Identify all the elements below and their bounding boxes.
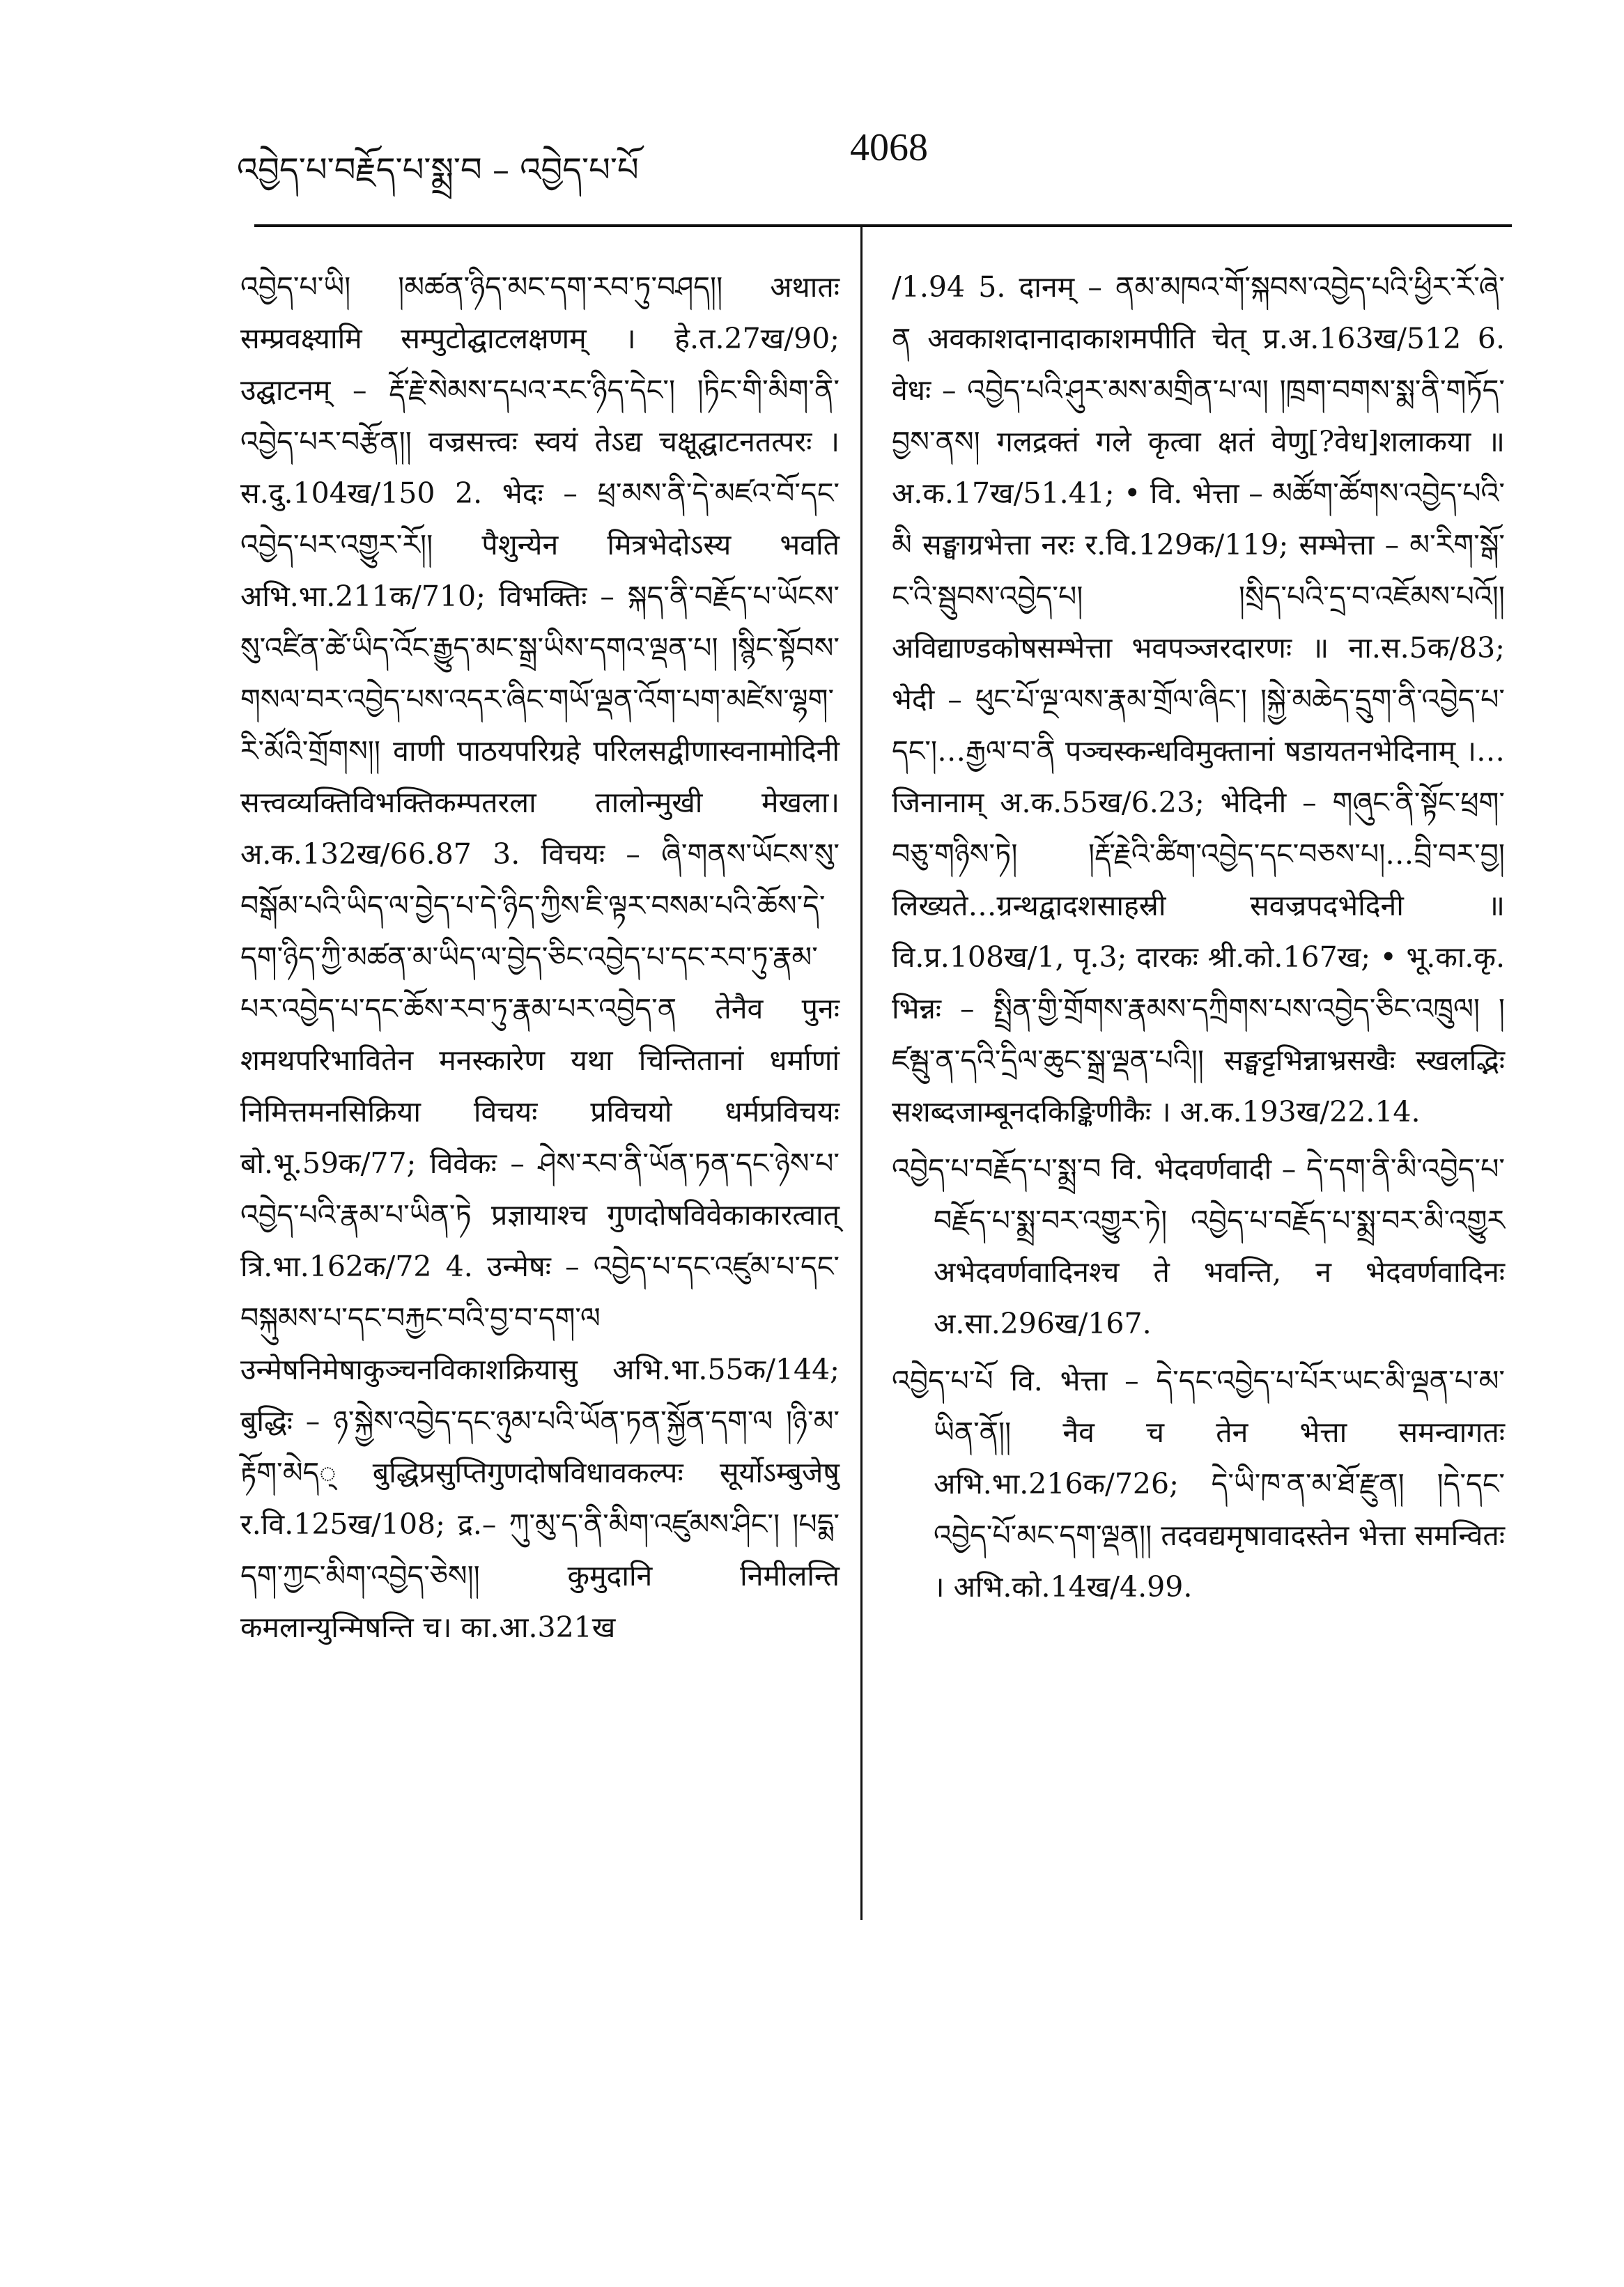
- right-column: [892, 261, 1505, 1613]
- entry-continuation: འབྱེད་པ་ཡི། །མཚན་ཉིད་མང་དག་རབ་ཏུ་བཤད།། अथातः सम्प्रवक्ष्यामि सम्पुटोद्घाटलक्षणम् । हे.त.27ख/90; उद्घाटनम् – རྡོ་རྗེ་སེམས་དཔའ་རང་ཉིད་དེང་། །ཏིང་གི་མིག་ནི་འབྱེད་པར་བརྩོན།། वज्रसत्त्वः स्वयं तेऽद्य चक्षूद्घाटनतत्परः । स.दु.104ख/150 2. भेदः – ཕྲ་མས་ནི་དེ་མཛའ་བོ་དང་འབྱེད་པར་འགྱུར་རོ།། पैशुन्येन मित्रभेदोऽस्य भवति अभि.भा.211क/710; विभक्तिः – སྐད་ནི་བརྗོད་པ་ཡོངས་སུ་འཛིན་ཚེ་ཡིད་འོང་རྒྱུད་མང་སྒྲ་ཡིས་དགའ་ལྡན་པ། །སྙིང་སྟོབས་གསལ་བར་འབྱེད་པས་འདར་ཞིང་གཡོ་ལྡན་འོག་པག་མཛེས་ལྷག་རི་མོའི་གྲོགས།། वाणी पाठयपरिग्रहे परिलसद्वीणास्वनामोदिनी सत्त्वव्यक्तिविभक्तिकम्पतरला तालोन्मुखी मेखला। अ.क.132ख/66.87 3. विचयः – ཞི་གནས་ཡོངས་སུ་བསྒོམ་པའི་ཡིད་ལ་བྱེད་པ་དེ་ཉིད་ཀྱིས་ཇི་ལྟར་བསམ་པའི་ཆོས་དེ་དག་ཉིད་ཀྱི་མཚན་མ་ཡིད་ལ་བྱེད་ཅིང་འབྱེད་པ་དང་རབ་ཏུ་རྣམ་པར་འབྱེད་པ་དང་ཆོས་རབ་ཏུ་རྣམ་པར་འབྱེད་ན तेनैव पुनः शमथपरिभावितेन मनस्कारेण यथा चिन्तितानां धर्माणां निमित्तमनसिक्रिया विचयः प्रविचयो धर्मप्रविचयः बो.भू.59क/77; विवेकः – ཤེས་རབ་ནི་ཡོན་ཏན་དང་ཉེས་པ་འབྱེད་པའི་རྣམ་པ་ཡིན་ཏེ प्रज्ञायाश्च गुणदोषविवेकाकारत्वात् त्रि.भा.162क/72 4. उन्मेषः – འབྱེད་པ་དང་འཛུམ་པ་དང་བསྐུམས་པ་དང་བརྐྱང་བའི་བྱ་བ་དག་ལ उन्मेषनिमेषाकुञ्चनविकाशक्रियासु अभि.भा.55क/144; बुद्धिः – ཉ་སྐྱེས་འབྱེད་དང་ཉུམ་པའི་ཡོན་ཏན་སྐྱོན་དག་ལ །ཉི་མ་རྟོག་མེད् बुद्धिप्रसुप्तिगुणदोषविधावकल्पः सूर्योऽम्बुजेषु र.वि.125ख/108; द्र.– ཀུ་མུ་ད་ནི་མིག་འཛུམས་ཤིང་། །པདྨ་དག་ཀྱང་མིག་འབྱེད་ཅེས།། कुमुदानि निमीलन्ति कमलान्युन्मिषन्ति च। का.आ.321ख: [240, 270, 840, 1644]
- column-divider: [860, 227, 863, 1920]
- entry-continuation: /1.94 5. दानम् – ནམ་མཁའ་གོ་སྐབས་འབྱེད་པའི་ཕྱིར་རོ་ཞེ་ན अवकाशदानादाकाशमपीति चेत् प्र.अ.163ख/512 6. वेधः – འབྱེད་པའི་ཤུར་མས་མགྲིན་པ་ལ། །ཁྲག་བགས་སྨ་ནི་གཏོད་བྱས་ནས། गलद्रक्तं गले कृत्वा क्षतं वेणु[?वेध]शलाकया ॥ अ.क.17ख/51.41; • वि. भेत्ता – མཚོག་ཚོགས་འབྱེད་པའི་མི सङ्घाग्रभेत्ता नरः र.वि.129क/119; सम्भेत्ता – མ་རིག་སྒོ་ང་འི་སྦུབས་འབྱེད་པ། །སྲིད་པའི་དྲ་བ་འཇོམས་པའོ།། अविद्याण्डकोषसम्भेत्ता भवपञ्जरदारणः ॥ ना.स.5क/83; भेदी – ཕུང་པོ་ལྔ་ལས་རྣམ་གྲོལ་ཞིང་། །སྐྱེ་མཆེད་དྲུག་ནི་འབྱེད་པ་དང་།…རྒྱལ་བ་ནི पञ्चस्कन्धविमुक्तानां षडायतनभेदिनाम् ।…जिनानाम् अ.क.55ख/6.23; भेदिनी – གཞུང་ནི་སྟོང་ཕྲག་བཅུ་གཉིས་ཏེ། །རྡོ་རྗེའི་ཚིག་འབྱེད་དང་བཅས་པ།…བྲི་བར་བྱ། लिख्यते…ग्रन्थद्वादशसाहस्री सवज्रपदभेदिनी ॥ वि.प्र.108ख/1, पृ.3; दारकः श्री.को.167ख; • भू.का.कृ. भिन्नः – སྤྲིན་གྱི་གྲོགས་རྣམས་དཀྲིགས་པས་འབྱེད་ཅིང་འཁྲུལ། །ཛམྦུ་ན་དའི་དྲིལ་ཆུང་སྒྲ་ལྡན་པའི།། सङ्घट्टभिन्नाभ्रसखैः स्खलद्भिः सशब्दजाम्बूनदकिङ्किणीकैः । अ.क.193ख/22.14.: [892, 270, 1505, 1129]
- dictionary-entry: འབྱེད་པ་བརྗོད་པ་སྨྲ་བ वि. भेदवर्णवादी – དེ་དག་ནི་མི་འབྱེད་པ་བརྗོད་པ་སྨྲ་བར་འགྱུར་ཏེ། འབྱེད་པ་བརྗོད་པ་སྨྲ་བར་མི་འགྱུར अभेदवर्णवादिनश्च ते भवन्ति, न भेदवर्णवादिनः अ.सा.296ख/167.: [892, 1152, 1505, 1340]
- dictionary-entry: འབྱེད་པ་པོ वि. भेत्ता – དེ་དང་འབྱེད་པ་པོར་ཡང་མི་ལྡན་པ་མ་ཡིན་ནོ།། नैव च तेन भेत्ता समन्वागतः अभि.भा.216क/726; དེ་ཡི་ཁ་ན་མ་ཐོ་རྫུན། །དེ་དང་འབྱེད་པོ་མང་དག་ལྡན།། तदवद्यमृषावादस्तेन भेत्ता समन्वितः । अभि.को.14ख/4.99.: [892, 1364, 1505, 1604]
- page-number: 4068: [850, 126, 928, 169]
- running-head: འབྱེད་པ་བརྗོད་པ་སྨྲ་བ – འབྱེད་པ་པོ: [237, 150, 639, 189]
- page-header: [237, 125, 1519, 188]
- left-column: [240, 261, 840, 1653]
- header-rule: [254, 224, 1512, 227]
